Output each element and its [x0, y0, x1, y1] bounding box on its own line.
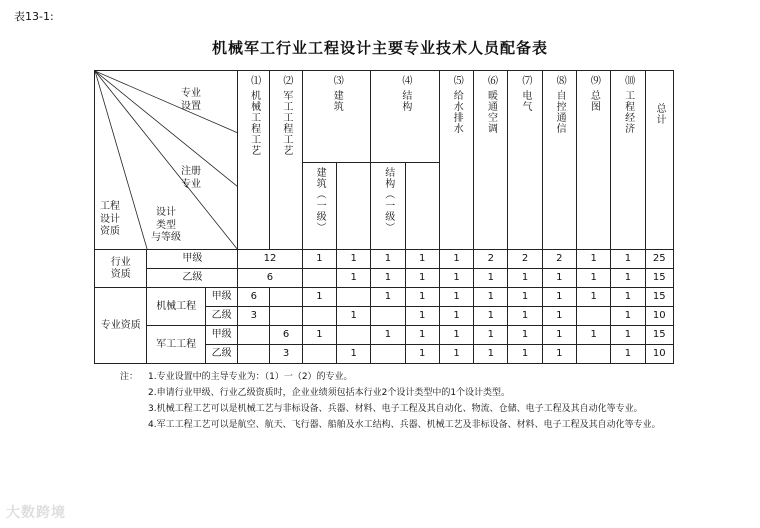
label-qualification: 工程 设计 资质: [100, 201, 120, 237]
table-cell: 15: [645, 288, 673, 307]
note-item: 3.机械工程工艺可以是机械工艺与非标设备、兵器、材料、电子工程及其自动化、物流、仓储、电子工程及其自动化等专业。: [148, 404, 643, 415]
sub-header-empty: [405, 163, 439, 250]
table-cell: [238, 326, 270, 345]
table-cell: [577, 345, 611, 364]
table-cell: [371, 307, 405, 326]
table-cell: [270, 307, 302, 326]
table-cell: 12: [238, 250, 303, 269]
table-cell: 1: [405, 288, 439, 307]
table-cell: 1: [577, 250, 611, 269]
table-cell: 6: [238, 269, 303, 288]
label-specialty-setting: 专业 设置: [181, 88, 201, 112]
table-cell: 1: [542, 269, 576, 288]
sub-header-structure: 结构（一级）: [371, 163, 405, 250]
table-caption: 表13-1:: [14, 10, 54, 23]
col-header-3: ⑶ 建筑: [302, 71, 371, 163]
col-header-9: ⑼ 总图: [577, 71, 611, 250]
col-header-total: 总计: [645, 71, 673, 250]
table-cell: 15: [645, 269, 673, 288]
row-header-specialty: 专业资质: [95, 288, 147, 364]
table-cell: 1: [611, 288, 645, 307]
grade-label: 乙级: [147, 269, 238, 288]
table-cell: 1: [577, 326, 611, 345]
table-cell: 1: [508, 269, 542, 288]
table-cell: 1: [474, 269, 508, 288]
table-cell: 1: [439, 326, 473, 345]
header-row-specialty: [95, 71, 674, 163]
table-cell: [337, 326, 371, 345]
table-row: [95, 288, 674, 307]
table-cell: 1: [337, 307, 371, 326]
table-cell: [302, 345, 336, 364]
sub-header-empty: [337, 163, 371, 250]
grade-label: 甲级: [205, 288, 237, 307]
table-cell: 10: [645, 307, 673, 326]
table-cell: 1: [371, 269, 405, 288]
table-cell: 1: [337, 269, 371, 288]
table-cell: 1: [405, 345, 439, 364]
table-cell: 6: [238, 288, 270, 307]
note-item: 1.专业设置中的主导专业为：（1）一（2）的专业。: [148, 372, 353, 382]
table-cell: 3: [270, 345, 302, 364]
table-cell: [302, 307, 336, 326]
table-cell: 1: [405, 250, 439, 269]
row-header-mech: 机械工程: [147, 288, 206, 326]
table-cell: 25: [645, 250, 673, 269]
col-header-1: ⑴ 机械工程工艺: [238, 71, 270, 250]
table-cell: 1: [439, 269, 473, 288]
table-cell: 1: [611, 250, 645, 269]
col-header-10: ⑽ 工程经济: [611, 71, 645, 250]
table-row: [95, 326, 674, 345]
table-cell: 1: [611, 307, 645, 326]
table-cell: 1: [577, 288, 611, 307]
table-cell: 1: [439, 288, 473, 307]
grade-label: 甲级: [205, 326, 237, 345]
page-title: 机械军工行业工程设计主要专业技术人员配备表: [211, 39, 548, 57]
grade-label: 乙级: [205, 345, 237, 364]
col-header-4: ⑷ 结构: [371, 71, 440, 163]
table-cell: 1: [371, 250, 405, 269]
label-design-type: 设计 类型 与等级: [151, 207, 181, 243]
table-cell: 15: [645, 326, 673, 345]
grade-label: 甲级: [147, 250, 238, 269]
table-cell: 3: [238, 307, 270, 326]
col-header-6: ⑹ 暖通空调: [474, 71, 508, 250]
staffing-table: [94, 70, 674, 364]
col-header-7: ⑺ 电气: [508, 71, 542, 250]
table-cell: 1: [474, 307, 508, 326]
table-cell: 2: [474, 250, 508, 269]
table-notes: [120, 371, 680, 435]
table-cell: 1: [542, 288, 576, 307]
table-cell: 1: [542, 307, 576, 326]
table-cell: 1: [474, 345, 508, 364]
table-cell: [238, 345, 270, 364]
col-header-2: ⑵ 军工工程工艺: [270, 71, 302, 250]
table-cell: 1: [542, 345, 576, 364]
table-cell: 1: [439, 250, 473, 269]
table-cell: 1: [508, 326, 542, 345]
watermark-logo: 大数跨境: [6, 505, 66, 521]
table-cell: 6: [270, 326, 302, 345]
table-cell: 1: [542, 326, 576, 345]
table-cell: 1: [405, 307, 439, 326]
table-cell: 1: [439, 307, 473, 326]
col-header-5: ⑸ 给水排水: [439, 71, 473, 250]
table-cell: 1: [611, 269, 645, 288]
table-cell: 1: [302, 288, 336, 307]
label-registered-specialty: 注册 专业: [181, 166, 201, 190]
table-cell: 1: [337, 345, 371, 364]
table-cell: 2: [542, 250, 576, 269]
row-header-industry: 行业 资质: [95, 250, 147, 288]
note-item: 2.申请行业甲级、行业乙级资质时，企业业绩须包括本行业2个设计类型中的1个设计类型。: [148, 388, 511, 399]
table-cell: 1: [508, 307, 542, 326]
table-cell: 1: [474, 326, 508, 345]
table-cell: 1: [508, 288, 542, 307]
table-cell: [577, 307, 611, 326]
table-cell: 1: [474, 288, 508, 307]
table-cell: [270, 288, 302, 307]
table-cell: 1: [508, 345, 542, 364]
table-cell: 1: [371, 326, 405, 345]
col-header-8: ⑻ 自控通信: [542, 71, 576, 250]
table-cell: 1: [577, 269, 611, 288]
table-cell: 2: [508, 250, 542, 269]
table-row: [95, 250, 674, 269]
table-cell: 1: [611, 345, 645, 364]
grade-label: 乙级: [205, 307, 237, 326]
table-cell: [337, 288, 371, 307]
table-cell: 1: [337, 250, 371, 269]
table-cell: 1: [405, 269, 439, 288]
table-row: [95, 269, 674, 288]
diagonal-header-cell: [95, 71, 238, 250]
table-cell: 1: [371, 288, 405, 307]
sub-header-building: 建筑（一级）: [302, 163, 336, 250]
note-item: 4.军工工程工艺可以是航空、航天、飞行器、船舶及水工结构、兵器、机械工艺及非标设备、材料、电子工程及其自动化等专业。: [148, 420, 661, 431]
notes-label: 注：: [120, 372, 139, 382]
table-cell: [302, 269, 336, 288]
table-cell: 1: [405, 326, 439, 345]
table-cell: 1: [611, 326, 645, 345]
table-cell: [371, 345, 405, 364]
table-cell: 1: [439, 345, 473, 364]
row-header-mil: 军工工程: [147, 326, 206, 364]
table-cell: 10: [645, 345, 673, 364]
table-cell: 1: [302, 326, 336, 345]
table-cell: 1: [302, 250, 336, 269]
